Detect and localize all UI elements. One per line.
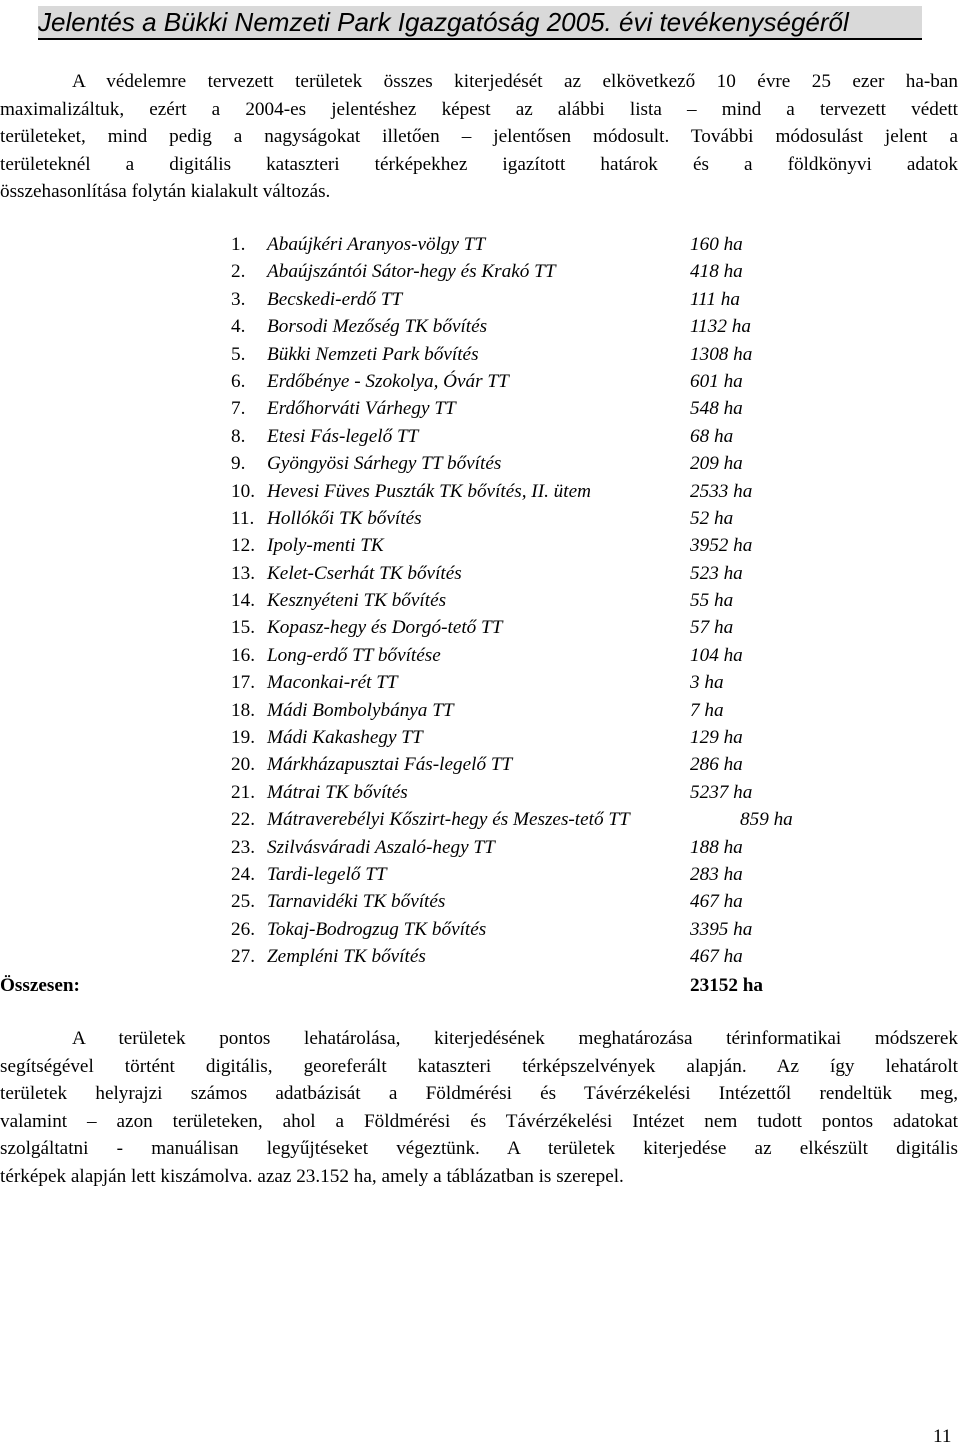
closing-line: térképek alapján lett kiszámolva. azaz 23.152 ha, amely a táblázatban is szerepel. (0, 1165, 624, 1187)
area-size: 467 ha (690, 891, 743, 913)
area-list-item (228, 560, 848, 587)
closing-line: A területek pontos lehatárolása, kiterjedésének meghatározása térinformatikai módszerek (72, 1028, 958, 1049)
area-name: Tarnavidéki TK bővítés (267, 891, 446, 913)
area-name: Szilvásváradi Aszaló-hegy TT (267, 836, 495, 858)
area-number: 10. (231, 480, 255, 502)
area-size: 129 ha (690, 727, 743, 749)
area-number: 21. (231, 781, 255, 803)
closing-line: területek helyrajzi számos adatbázisát a Földmérési és Távérzékelési Intézettől rendeltük meg, (0, 1083, 958, 1104)
area-size: 548 ha (690, 398, 743, 420)
area-name: Bükki Nemzeti Park bővítés (267, 343, 479, 365)
area-name: Long-erdő TT bővítése (267, 644, 441, 666)
total-value: 23152 ha (690, 975, 764, 996)
area-size: 5237 ha (690, 781, 753, 803)
area-list-item (228, 669, 848, 696)
area-number: 16. (231, 644, 255, 666)
area-list-item (228, 888, 848, 915)
area-name: Márkházapusztai Fás-legelő TT (267, 754, 513, 776)
area-size: 2533 ha (690, 480, 753, 502)
area-name: Hevesi Füves Puszták TK bővítés, II. ütem (267, 480, 591, 502)
intro-line: maximalizáltuk, ezért a 2004-es jelentéshez képest az alábbi lista – mind a tervezett védett (0, 98, 958, 120)
area-list-item (228, 697, 848, 724)
area-number: 9. (231, 453, 246, 475)
page-number: 11 (933, 1426, 952, 1447)
area-number: 27. (231, 946, 255, 968)
area-size: 209 ha (690, 453, 743, 475)
area-number: 2. (231, 261, 246, 283)
area-list-item (228, 642, 848, 669)
area-list-item (228, 258, 848, 285)
intro-line: A védelemre tervezett területek összes kiterjedését az elkövetkező 10 évre 25 ezer ha-ban (72, 71, 958, 92)
area-size: 57 ha (690, 617, 734, 639)
area-number: 25. (231, 891, 255, 913)
area-number: 11. (231, 507, 255, 529)
area-size: 418 ha (690, 261, 743, 283)
area-size: 286 ha (690, 754, 743, 776)
area-name: Borsodi Mezőség TK bővítés (267, 316, 488, 338)
area-size: 3 ha (690, 672, 724, 694)
area-list-item (228, 834, 848, 861)
intro-line: összehasonlítása folytán kialakult változás. (0, 181, 331, 202)
area-size: 160 ha (690, 234, 743, 255)
area-name: Mátrai TK bővítés (267, 781, 408, 803)
area-number: 14. (231, 590, 255, 612)
intro-line: területeket, mind pedig a nagyságokat illetően – jelentősen módosult. További módosulást jelent a (0, 126, 958, 147)
area-name: Tardi-legelő TT (267, 863, 387, 885)
area-name: Mádi Kakashegy TT (267, 727, 423, 749)
closing-paragraph (0, 1025, 958, 1190)
area-size: 859 ha (740, 809, 793, 831)
area-number: 24. (231, 863, 255, 885)
area-number: 8. (231, 425, 246, 447)
area-name: Kopasz-hegy és Dorgó-tető TT (267, 617, 503, 639)
area-number: 23. (231, 836, 255, 858)
area-number: 4. (231, 316, 246, 338)
area-name: Tokaj-Bodrogzug TK bővítés (267, 918, 487, 940)
area-number: 22. (231, 809, 255, 831)
area-number: 20. (231, 754, 255, 776)
area-size: 55 ha (690, 590, 734, 612)
intro-line: területeknél a digitális kataszteri térképekhez igazított határok és a földkönyvi adatok (0, 153, 958, 175)
area-size: 523 ha (690, 562, 743, 584)
area-size: 188 ha (690, 836, 743, 858)
area-size: 7 ha (690, 699, 724, 721)
closing-line: szolgáltatni - manuálisan legyűjtéseket végeztünk. A területek kiterjedése az elkészült digitális (0, 1138, 958, 1159)
page-header-title: Jelentés a Bükki Nemzeti Park Igazgatóság 2005. évi tevékenységéről (38, 7, 849, 37)
area-name: Maconkai-rét TT (267, 672, 398, 694)
area-list-item (228, 505, 848, 532)
area-name: Hollókői TK bővítés (267, 507, 422, 529)
area-name: Mátraverebélyi Kőszirt-hegy és Meszes-tető TT (267, 809, 630, 831)
area-size: 1308 ha (690, 343, 753, 365)
area-name: Zempléni TK bővítés (267, 946, 426, 968)
area-name: Etesi Fás-legelő TT (267, 425, 419, 447)
area-name: Mádi Bombolybánya TT (267, 699, 454, 721)
page-header (38, 6, 922, 40)
area-size: 283 ha (690, 863, 743, 885)
area-list-item (228, 368, 848, 395)
area-list-item (228, 286, 848, 313)
area-number: 12. (231, 535, 255, 557)
area-size: 111 ha (690, 288, 740, 310)
area-number: 6. (231, 370, 246, 392)
area-number: 5. (231, 343, 246, 365)
area-list-item (228, 861, 848, 888)
area-size: 601 ha (690, 370, 743, 392)
area-number: 7. (231, 398, 246, 420)
area-size: 68 ha (690, 425, 734, 447)
area-list-item (228, 587, 848, 614)
area-list-item (228, 751, 848, 778)
area-name: Abaújszántói Sátor-hegy és Krakó TT (267, 261, 556, 283)
area-list-item (228, 532, 848, 559)
area-number: 15. (231, 617, 255, 639)
area-name: Gyöngyösi Sárhegy TT bővítés (267, 453, 502, 475)
area-number: 26. (231, 918, 255, 940)
area-list-item (228, 614, 848, 641)
area-number: 19. (231, 727, 255, 749)
area-name: Kesznyéteni TK bővítés (267, 590, 447, 612)
area-list-item (228, 779, 848, 806)
area-list-item (228, 724, 848, 751)
area-list-item (228, 450, 848, 477)
closing-line: valamint – azon területeken, ahol a Földmérési és Távérzékelési Intézet nem tudott pontos adatokat (0, 1110, 958, 1132)
area-list-item (228, 395, 848, 422)
area-list-item (228, 341, 848, 368)
area-name: Erdőhorváti Várhegy TT (267, 398, 456, 420)
area-number: 1. (231, 234, 246, 255)
area-number: 13. (231, 562, 255, 584)
area-size: 467 ha (690, 946, 743, 968)
area-number: 18. (231, 699, 255, 721)
area-list-item (228, 478, 848, 505)
area-name: Becskedi-erdő TT (267, 288, 403, 310)
area-list-item (228, 916, 848, 943)
closing-line: segítségével történt digitális, georeferált kataszteri térképszelvények alapján. Az így lehatárolt (0, 1055, 958, 1077)
area-size: 3395 ha (690, 918, 753, 940)
protected-area-list (228, 231, 848, 971)
area-list-item (228, 423, 848, 450)
area-number: 3. (231, 288, 246, 310)
area-name: Abaújkéri Aranyos-völgy TT (267, 234, 486, 255)
area-name: Erdőbénye - Szokolya, Óvár TT (267, 370, 509, 392)
total-label: Összesen: (0, 975, 80, 996)
area-list-item (228, 943, 848, 970)
intro-paragraph (0, 68, 958, 206)
area-list-item (228, 231, 848, 258)
area-name: Ipoly-menti TK (267, 535, 384, 557)
area-size: 104 ha (690, 644, 743, 666)
area-list-item (228, 313, 848, 340)
area-number: 17. (231, 672, 255, 694)
area-size: 3952 ha (690, 535, 753, 557)
area-list-item (228, 806, 848, 833)
area-size: 1132 ha (690, 316, 751, 338)
area-name: Kelet-Cserhát TK bővítés (267, 562, 462, 584)
area-size: 52 ha (690, 507, 734, 529)
